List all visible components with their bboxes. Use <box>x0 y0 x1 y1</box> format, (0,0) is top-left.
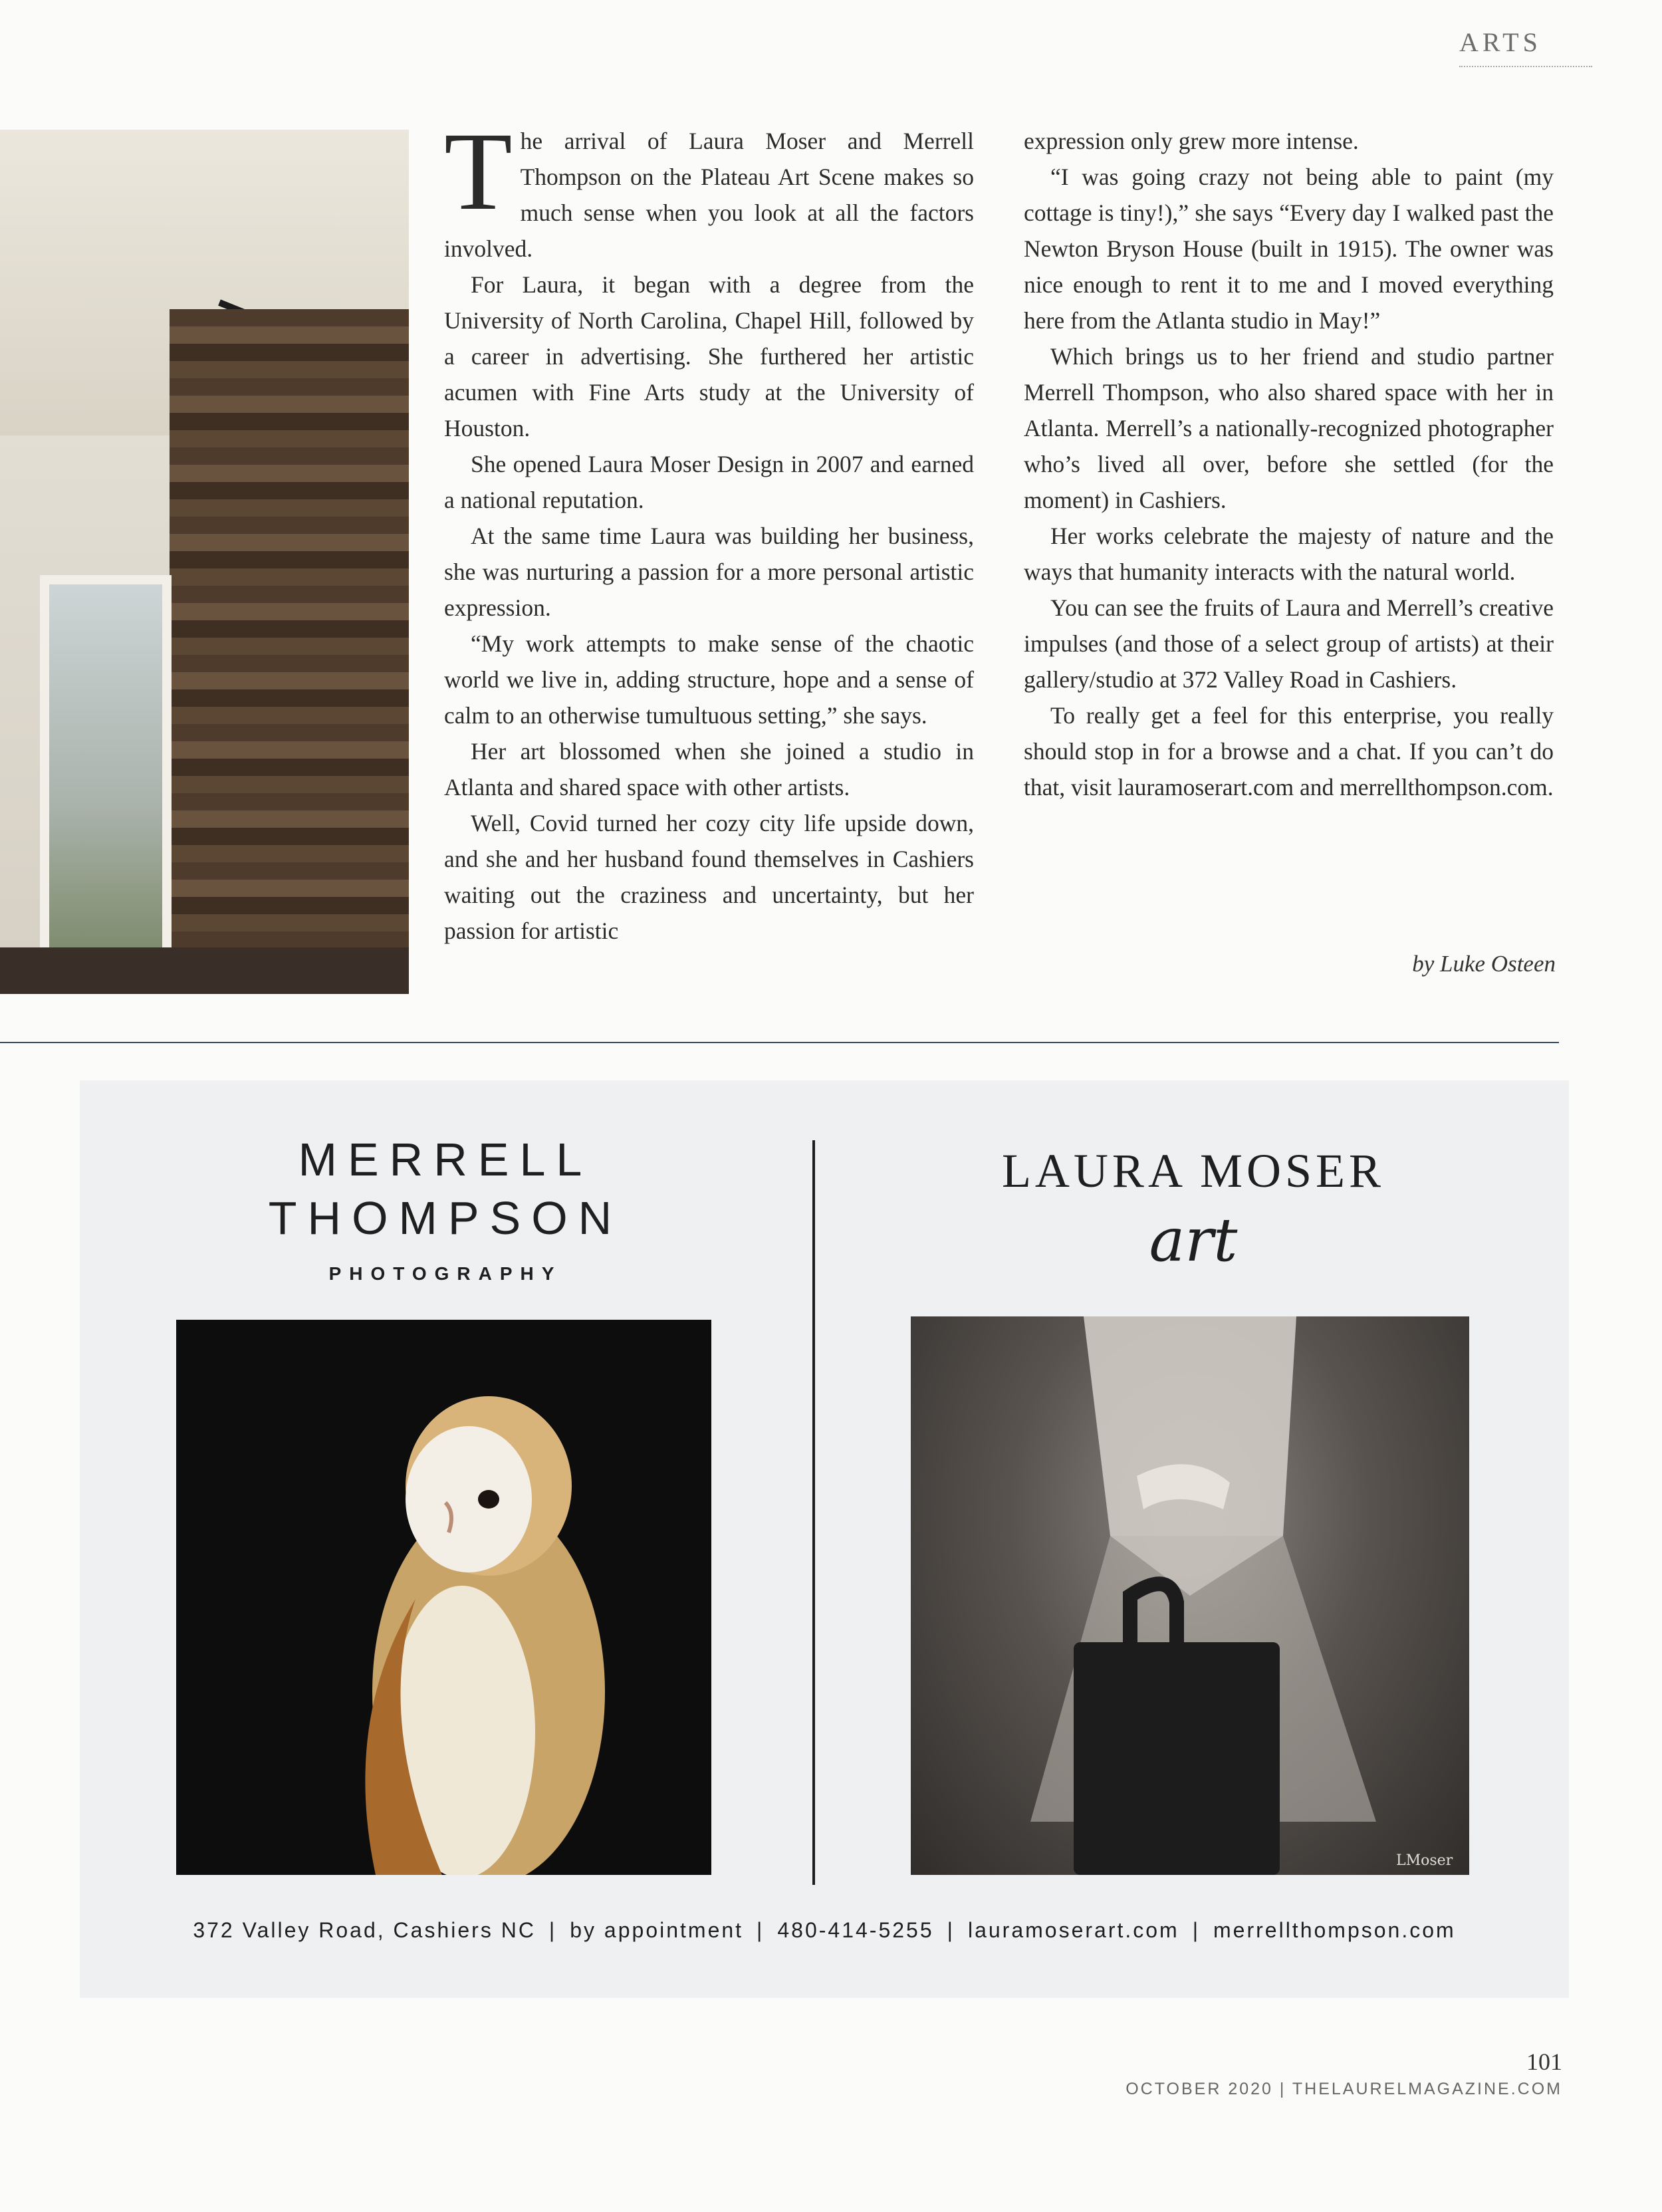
ad-hours: by appointment <box>570 1918 744 1942</box>
logo-line: THOMPSON <box>268 1192 623 1244</box>
paragraph: She opened Laura Moser Design in 2007 and earned a national reputation. <box>444 451 974 513</box>
paragraph: “My work attempts to make sense of the chaotic world we live in, adding structure, hope and a sense of calm to an otherwise tumultuous setting,” she says. <box>444 630 974 729</box>
logo-line: MERRELL <box>298 1134 593 1185</box>
logo-subtitle: PHOTOGRAPHY <box>328 1263 562 1284</box>
section-label: ARTS <box>1459 27 1592 67</box>
ad-address: 372 Valley Road, Cashiers NC <box>193 1918 536 1942</box>
laura-moser-logo <box>818 1144 1569 1275</box>
ad-website-laura[interactable]: lauramoserart.com <box>967 1918 1179 1942</box>
article-column-2 <box>1024 123 1554 805</box>
paragraph: At the same time Laura was building her business, she was nurturing a passion for a more personal artistic expression. <box>444 523 974 621</box>
painting-signature: LMoser <box>1396 1852 1453 1869</box>
separator: | <box>1192 1918 1201 1942</box>
separator: | <box>947 1918 955 1942</box>
merrell-thompson-logo <box>80 1130 811 1285</box>
section-divider <box>0 1042 1559 1043</box>
laura-moser-painting <box>911 1316 1469 1875</box>
paragraph: You can see the fruits of Laura and Merrell’s creative impulses (and those of a select group of artists) at their gallery/studio at 372 Valley Road in Cashiers. <box>1024 594 1554 693</box>
floor <box>0 947 409 994</box>
paragraph: Her art blossomed when she joined a studio in Atlanta and shared space with other artists. <box>444 738 974 800</box>
doorway <box>40 575 172 966</box>
page-number: 101 <box>1526 2048 1562 2075</box>
logo-script: art <box>1149 1205 1238 1275</box>
drop-cap: T <box>444 110 513 233</box>
byline: by Luke Osteen <box>1412 951 1556 977</box>
logo-line: LAURA MOSER <box>1001 1144 1385 1197</box>
barn-owl-photo <box>176 1320 711 1875</box>
ad-contact-line <box>80 1918 1569 1943</box>
paragraph-text: he arrival of Laura Moser and Merrell Thompson on the Plateau Art Scene makes so much sense when you look at all the factors involved. <box>444 128 974 262</box>
paragraph: Which brings us to her friend and studio partner Merrell Thompson, who also shared space with her in Atlanta. Merrell’s a nationally-recognized photographer who’s lived all over, before she settled (for the moment) in Cashiers. <box>1024 343 1554 513</box>
owl-illustration <box>176 1320 711 1875</box>
paragraph: Her works celebrate the majesty of nature and the ways that humanity interacts with the natural world. <box>1024 523 1554 585</box>
paragraph: “I was going crazy not being able to paint (my cottage is tiny!),” she says “Every day I walked past the Newton Bryson House (built in 1915). The owner was nice enough to rent it to me and I moved everything here from the Atlanta studio in May!” <box>1024 164 1554 334</box>
painting-illustration <box>911 1316 1469 1875</box>
ad-divider <box>812 1140 815 1885</box>
advertisement <box>80 1080 1569 1998</box>
article-column-1 <box>444 110 974 949</box>
paragraph: To really get a feel for this enterprise, you really should stop in for a browse and a chat. If you can’t do that, visit lauramoserart.com and merrellthompson.com. <box>1024 702 1554 800</box>
reclaimed-wood-wall <box>170 309 409 994</box>
separator: | <box>757 1918 765 1942</box>
paragraph: expression only grew more intense. <box>1024 128 1359 154</box>
paragraph: For Laura, it began with a degree from the University of North Carolina, Chapel Hill, followed by a career in advertising. She furthered her artistic acumen with Fine Arts study at the University of Houston. <box>444 271 974 441</box>
separator: | <box>548 1918 557 1942</box>
issue-line: OCTOBER 2020 | THELAURELMAGAZINE.COM <box>1126 2080 1562 2098</box>
ad-website-merrell[interactable]: merrellthompson.com <box>1213 1918 1456 1942</box>
paragraph <box>444 110 974 267</box>
gallery-interior-photo <box>0 130 409 994</box>
ad-phone[interactable]: 480-414-5255 <box>777 1918 934 1942</box>
paragraph: Well, Covid turned her cozy city life upside down, and she and her husband found themselves in Cashiers waiting out the craziness and uncertainty, but her passion for artistic <box>444 810 974 944</box>
